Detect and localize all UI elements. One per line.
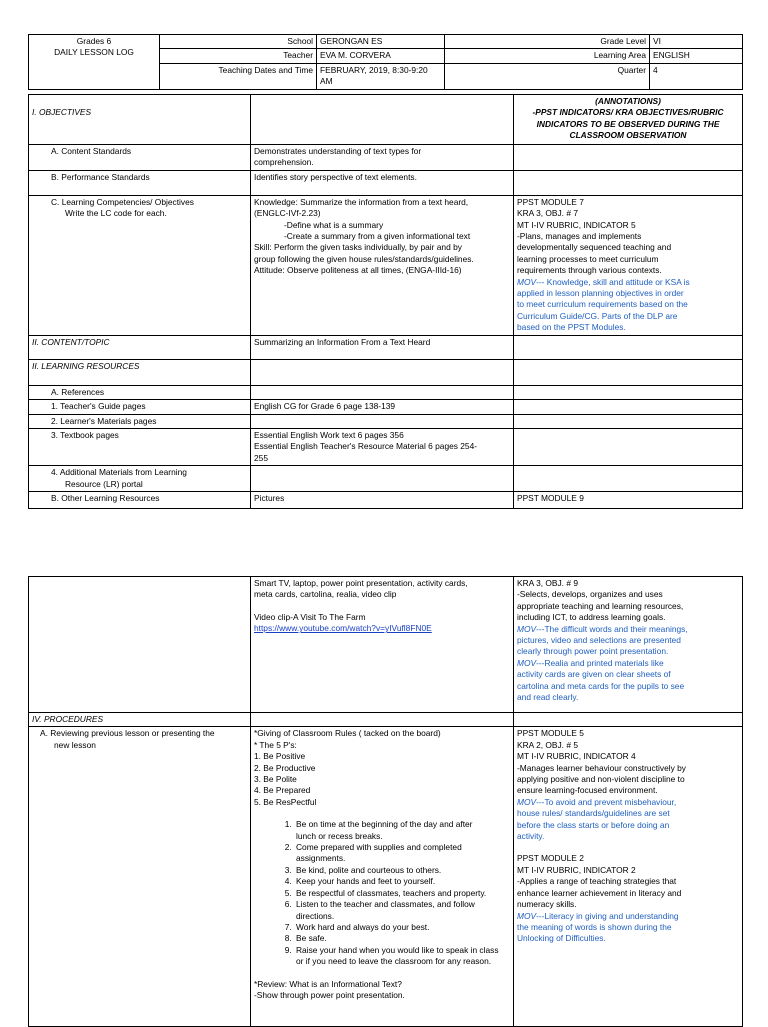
competencies-label: C. Learning Competencies/ Objectives Write the LC code for each. xyxy=(29,195,251,335)
empty-cell xyxy=(514,428,743,465)
competencies-annotations: PPST MODULE 7 KRA 3, OBJ. # 7 MT I-IV RUBRIC, INDICATOR 5 -Plans, manages and implements developmentally sequenced teaching and learning processes to meet curriculum requirements through various contexts. MOV--- Knowledge, skill and attitude or KSA is applied in lesson planning objectives in order to meet curriculum requirements based on the Curriculum Guide/CG. Parts of the DLP are based on the PPST Modules. xyxy=(514,195,743,335)
other-resources-notes: PPST MODULE 9 xyxy=(514,491,743,508)
other-resources-label: B. Other Learning Resources xyxy=(29,491,251,508)
empty-cell xyxy=(251,385,514,399)
performance-standards-label: B. Performance Standards xyxy=(29,170,251,195)
objectives-table xyxy=(28,94,743,509)
log-title: DAILY LESSON LOG xyxy=(54,47,134,58)
competencies-value: Knowledge: Summarize the information from a text heard, (ENGLC-IVf-2.23) -Define what is a summary -Create a summary from a given informational text Skill: Perform the given tasks individually, by pair and by group following the given house rules/standards/guidelines. Attitude: Observe politeness at all times, (ENGA-IIId-16) xyxy=(251,195,514,335)
empty-cell xyxy=(251,95,514,145)
list-item: 7. Work hard and always do your best. xyxy=(294,922,510,933)
school-value: GERONGAN ES xyxy=(317,35,445,49)
empty-cell xyxy=(514,145,743,171)
dates-value: FEBRUARY, 2019, 8:30-9:20 AM xyxy=(317,63,445,89)
empty-cell xyxy=(514,713,743,727)
teacher-value: EVA M. CORVERA xyxy=(317,49,445,63)
header-table xyxy=(28,34,743,90)
review-lesson-annotations: PPST MODULE 5 KRA 2, OBJ. # 5 MT I-IV RUBRIC, INDICATOR 4 -Manages learner behaviour constructively by applying positive and non-violent discipline to ensure learning-focused environment. MOV---To avoid and prevent misbehaviour, house rules/ standards/guidelines are set before the class starts or before doing an activity. PPST MODULE 2 MT I-IV RUBRIC, INDICATOR 2 -Applies a range of teaching strategies that enhance learner achievement in literacy and numeracy skills. MOV---Literacy in giving and understanding the meaning of words is shown during the Unlocking of Difficulties. xyxy=(514,727,743,1027)
empty-cell xyxy=(514,414,743,428)
empty-cell xyxy=(251,466,514,492)
content-standards-label: A. Content Standards xyxy=(29,145,251,171)
learning-resources-label: II. LEARNING RESOURCES xyxy=(29,359,251,385)
video-clip-link[interactable]: https://www.youtube.com/watch?v=yIVufl8FN0E xyxy=(254,623,432,634)
additional-materials-label: 4. Additional Materials from Learning Resource (LR) portal xyxy=(29,466,251,492)
resources-value: Smart TV, laptop, power point presentation, activity cards, meta cards, cartolina, realia, video clip Video clip-A Visit To The Farm https://www.youtube.com/watch?v=yIVufl8FN0E xyxy=(251,577,514,713)
quarter-label: Quarter xyxy=(445,63,650,89)
references-label: A. References xyxy=(29,385,251,399)
empty-cell xyxy=(251,359,514,385)
empty-cell xyxy=(514,359,743,385)
empty-cell xyxy=(514,400,743,414)
resources-annotations: KRA 3, OBJ. # 9 -Selects, develops, organizes and uses appropriate teaching and learning resources, including ICT, to address learning goals. MOV---The difficult words and their meanings, pictures, video and selections are presented clearly through power point presentation. MOV---Realia and printed materials like activity cards are given on clear sheets of cartolina and meta cards for the pupils to see and read clearly. xyxy=(514,577,743,713)
textbook-value: Essential English Work text 6 pages 356 Essential English Teacher's Resource Material 6 pages 254- 255 xyxy=(251,428,514,465)
empty-cell xyxy=(29,577,251,713)
list-item: 8. Be safe. xyxy=(294,933,510,944)
procedures-label: IV. PROCEDURES xyxy=(29,713,251,727)
list-item: 9. Raise your hand when you would like to speak in class or if you need to leave the classroom for any reason. xyxy=(294,945,510,968)
content-standards-value: Demonstrates understanding of text types for comprehension. xyxy=(251,145,514,171)
content-topic-value: Summarizing an Information From a Text Heard xyxy=(251,335,514,359)
textbook-label: 3. Textbook pages xyxy=(29,428,251,465)
list-item: 2. Come prepared with supplies and completed assignments. xyxy=(294,842,510,865)
procedures-table xyxy=(28,576,743,1027)
learners-materials-label: 2. Learner's Materials pages xyxy=(29,414,251,428)
school-label: School xyxy=(160,35,317,49)
empty-cell xyxy=(251,414,514,428)
empty-cell xyxy=(514,170,743,195)
list-item: 1. Be on time at the beginning of the day and after lunch or recess breaks. xyxy=(294,819,510,842)
grades-text: Grades 6 xyxy=(76,36,112,46)
teachers-guide-value: English CG for Grade 6 page 138-139 xyxy=(251,400,514,414)
empty-cell xyxy=(514,335,743,359)
review-lesson-content: *Giving of Classroom Rules ( tacked on the board) * The 5 P's: 1. Be Positive 2. Be Productive 3. Be Polite 4. Be Prepared 5. Be ResPectful 1. Be on time at the beginning of the day and after lunch or recess breaks. 2. Come prepared with supplies and completed assignments. 3. Be kind, polite and courteous to others. 4. Keep your hands and feet to yourself. 5. Be respectful of classmates, teachers and property. 6. Listen to the teacher and classmates, and follow directions. 7. Work hard and always do your best. 8. Be safe. 9. Raise your hand when you would like to speak in class or if you need to leave the classroom for any reason. *Review: What is an Informational Text? -Show through power point presentation. xyxy=(251,727,514,1027)
review-lesson-label: A. Reviewing previous lesson or presenting the new lesson xyxy=(29,727,251,1027)
empty-cell xyxy=(251,713,514,727)
grade-level-label: Grade Level xyxy=(445,35,650,49)
list-item: 6. Listen to the teacher and classmates, and follow directions. xyxy=(294,899,510,922)
content-topic-label: II. CONTENT/TOPIC xyxy=(29,335,251,359)
learning-area-value: ENGLISH xyxy=(650,49,743,63)
grade-title-cell xyxy=(29,35,160,90)
dates-label: Teaching Dates and Time xyxy=(160,63,317,89)
other-resources-value: Pictures xyxy=(251,491,514,508)
teachers-guide-label: 1. Teacher's Guide pages xyxy=(29,400,251,414)
empty-cell xyxy=(514,466,743,492)
quarter-value: 4 xyxy=(650,63,743,89)
video-clip-label: Video clip-A Visit To The Farm xyxy=(254,611,366,622)
objectives-heading: I. OBJECTIVES xyxy=(29,95,251,145)
list-item: 5. Be respectful of classmates, teachers and property. xyxy=(294,888,510,899)
learning-area-label: Learning Area xyxy=(445,49,650,63)
empty-cell xyxy=(514,385,743,399)
list-item: 3. Be kind, polite and courteous to others. xyxy=(294,865,510,876)
performance-standards-value: Identifies story perspective of text elements. xyxy=(251,170,514,195)
grade-level-value: VI xyxy=(650,35,743,49)
teacher-label: Teacher xyxy=(160,49,317,63)
annotations-heading: (ANNOTATIONS) -PPST INDICATORS/ KRA OBJECTIVES/RUBRIC INDICATORS TO BE OBSERVED DURING THE CLASSROOM OBSERVATION xyxy=(514,95,743,145)
classroom-rules-list xyxy=(254,819,510,967)
list-item: 4. Keep your hands and feet to yourself. xyxy=(294,876,510,887)
